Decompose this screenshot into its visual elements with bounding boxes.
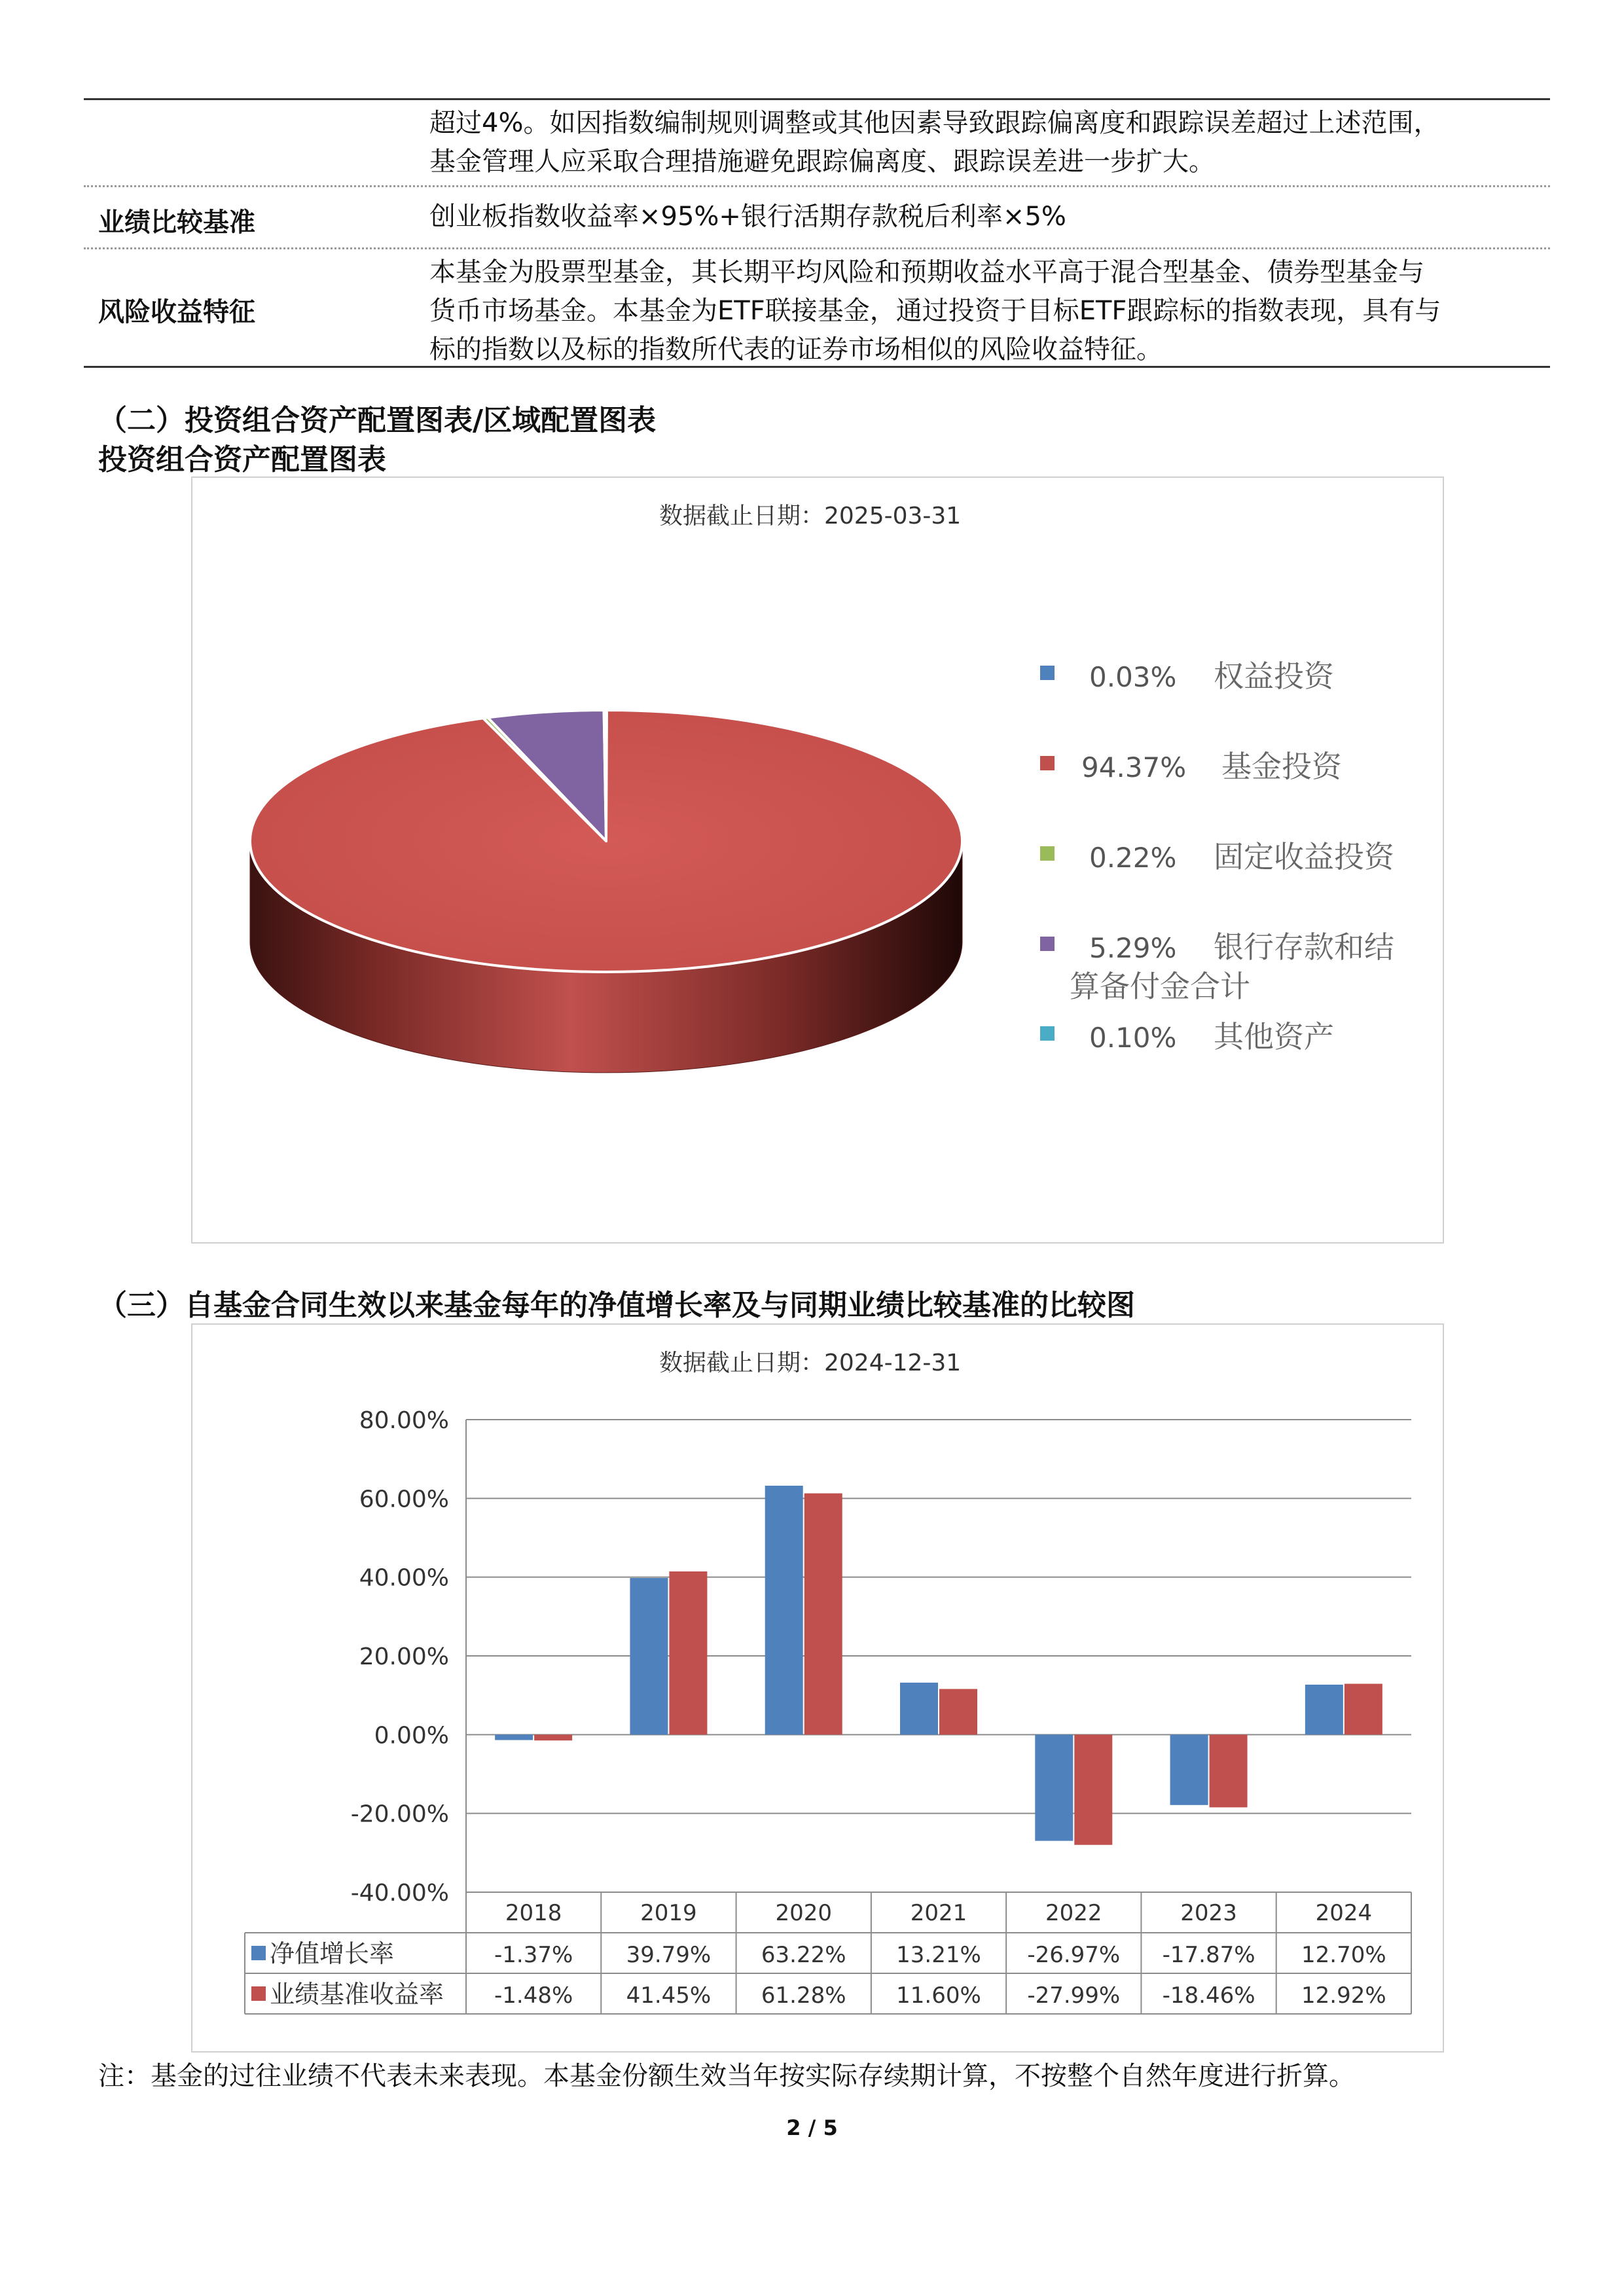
table-row-risk-return: [84, 249, 1550, 368]
y-tick-label: 80.00%: [359, 1407, 449, 1434]
text-line: 标的指数以及标的指数所代表的证券市场相似的风险收益特征。: [429, 334, 1163, 365]
bar: [900, 1683, 938, 1734]
section3-heading: （三）自基金合同生效以来基金每年的净值增长率及与同期业绩比较基准的比较图: [98, 1289, 1135, 1322]
data-label: -26.97%: [1027, 1942, 1121, 1968]
bar: [1035, 1734, 1073, 1840]
page-number: 2 / 5: [786, 2115, 838, 2140]
legend-label: 银行存款和结: [1214, 929, 1394, 965]
table-row-benchmark: [84, 187, 1550, 249]
bar: [1170, 1734, 1208, 1805]
bar: [765, 1486, 803, 1734]
text-line: 超过4%。如因指数编制规则调整或其他因素导致跟踪偏离度和跟踪误差超过上述范围，: [429, 108, 1440, 138]
text-line: 本基金为股票型基金，其长期平均风险和预期收益水平高于混合型基金、债券型基金与: [429, 257, 1424, 287]
data-label: 61.28%: [761, 1982, 846, 2009]
footnote: 注：基金的过往业绩不代表未来表现。本基金份额生效当年按实际存续期计算，不按整个自然年度进行折算。: [98, 2061, 1355, 2091]
legend-swatch: [1040, 1026, 1055, 1041]
y-tick-label: 0.00%: [374, 1722, 449, 1749]
text-line: 基金管理人应采取合理措施避免跟踪偏离度、跟踪误差进一步扩大。: [429, 147, 1215, 177]
y-tick-label: 40.00%: [359, 1564, 449, 1592]
legend-swatch: [1040, 756, 1055, 770]
row-value-benchmark: [429, 187, 1550, 240]
x-category-label: 2021: [910, 1900, 967, 1926]
x-category-label: 2018: [505, 1900, 562, 1926]
x-category-label: 2019: [640, 1900, 697, 1926]
legend-swatch: [1040, 666, 1055, 680]
bar: [1344, 1684, 1382, 1735]
bar: [630, 1578, 668, 1734]
row-label-benchmark: 业绩比较基准: [98, 207, 255, 238]
section2-subheading: 投资组合资产配置图表: [98, 443, 386, 476]
row-value-risk-return: [429, 249, 1550, 373]
legend-percentage: 5.29%: [1089, 932, 1177, 964]
legend-label: 其他资产: [1214, 1019, 1334, 1054]
data-label: -1.37%: [494, 1942, 573, 1968]
legend-percentage: 0.22%: [1089, 842, 1177, 874]
series-swatch: [251, 1946, 266, 1960]
data-label: 12.92%: [1301, 1982, 1386, 2009]
text-line: 创业板指数收益率×95%+银行活期存款税后利率×5%: [429, 202, 1066, 232]
pie-chart-svg: [192, 478, 1443, 1242]
pie-date-label: 数据截止日期：2025-03-31: [659, 503, 962, 529]
data-label: -27.99%: [1027, 1982, 1121, 2009]
legend-label: 权益投资: [1214, 658, 1334, 694]
data-label: 12.70%: [1301, 1942, 1386, 1968]
y-tick-label: 20.00%: [359, 1643, 449, 1670]
legend-label-continued: 算备付金合计: [1070, 969, 1250, 1004]
series-swatch: [251, 1986, 266, 2001]
y-tick-label: -20.00%: [350, 1801, 449, 1828]
legend-swatch: [1040, 846, 1055, 861]
bar-date-label: 数据截止日期：2024-12-31: [659, 1350, 962, 1376]
bar: [1210, 1734, 1248, 1807]
section2-heading: （二）投资组合资产配置图表/区域配置图表: [98, 404, 657, 437]
series-name: 净值增长率: [270, 1939, 395, 1968]
fund-info-table: [84, 98, 1550, 368]
table-row-tracking-error: [84, 98, 1550, 187]
bar: [939, 1689, 977, 1735]
legend-swatch: [1040, 937, 1055, 951]
row-value-tracking-error: [429, 100, 1550, 185]
data-label: 11.60%: [896, 1982, 981, 2009]
bar: [1305, 1685, 1343, 1734]
bar: [495, 1734, 533, 1740]
legend-percentage: 0.10%: [1089, 1022, 1177, 1054]
legend-label: 基金投资: [1221, 749, 1342, 784]
bar: [534, 1734, 572, 1740]
x-category-label: 2023: [1180, 1900, 1237, 1926]
asset-allocation-pie-chart: [191, 476, 1444, 1244]
bar-chart-svg: [192, 1325, 1443, 2051]
legend-percentage: 0.03%: [1089, 661, 1177, 693]
annual-return-bar-chart: [191, 1323, 1444, 2053]
data-label: 39.79%: [626, 1942, 712, 1968]
data-label: -1.48%: [494, 1982, 573, 2009]
data-label: -18.46%: [1162, 1982, 1255, 2009]
text-line: 货币市场基金。本基金为ETF联接基金，通过投资于目标ETF跟踪标的指数表现，具有与: [429, 296, 1441, 326]
legend-label: 固定收益投资: [1214, 839, 1394, 874]
data-label: 63.22%: [761, 1942, 846, 1968]
x-category-label: 2022: [1045, 1900, 1102, 1926]
row-label-risk-return: 风险收益特征: [98, 297, 255, 327]
bar: [804, 1494, 842, 1735]
data-label: 13.21%: [896, 1942, 981, 1968]
x-category-label: 2020: [775, 1900, 832, 1926]
data-label: 41.45%: [626, 1982, 712, 2009]
bar: [1074, 1734, 1112, 1844]
y-tick-label: 60.00%: [359, 1486, 449, 1513]
data-label: -17.87%: [1162, 1942, 1255, 1968]
x-category-label: 2024: [1315, 1900, 1373, 1926]
series-name: 业绩基准收益率: [270, 1980, 444, 2009]
legend-percentage: 94.37%: [1081, 751, 1187, 783]
bar: [669, 1571, 707, 1734]
y-tick-label: -40.00%: [350, 1880, 449, 1907]
